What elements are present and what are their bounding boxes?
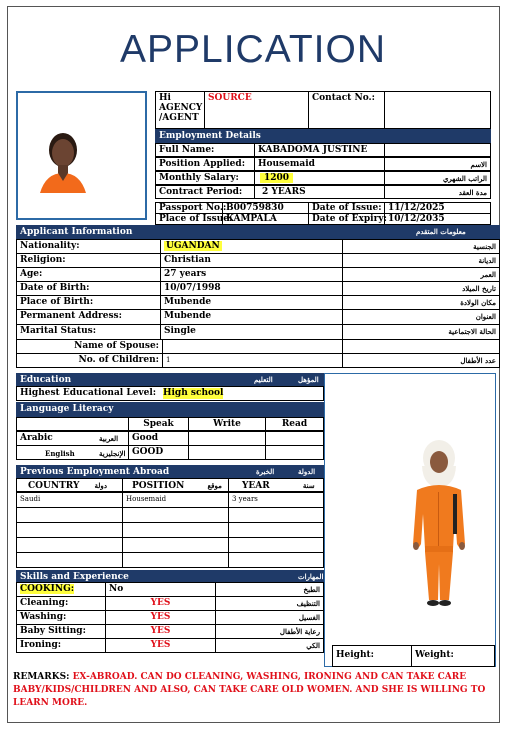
applicant-label-1: Religion:	[16, 253, 161, 268]
language-header: Language Literacy	[16, 402, 324, 417]
lang-row-english-read	[265, 445, 324, 460]
applicant-value-2: 27 years	[160, 267, 343, 282]
applicant-ar-7	[342, 339, 500, 354]
issue-date-value: 11/12/2025	[384, 202, 491, 214]
applicant-ar-4: مكان الولادة	[342, 295, 500, 310]
applicant-value-7	[162, 339, 343, 354]
emp-position-2	[122, 522, 229, 538]
lang-row-english-write	[188, 445, 266, 460]
applicant-value-3: 10/07/1998	[160, 281, 343, 296]
full-name-label: Full Name:	[155, 143, 255, 157]
emp-position-4	[122, 552, 229, 568]
skill-ar-3: رعاية الأطفال	[215, 624, 324, 639]
emp-position-3	[122, 537, 229, 553]
col-read: Read	[265, 417, 324, 431]
passport-value: B00759830	[222, 202, 309, 214]
applicant-ar-3: تاريخ الميلاد	[342, 281, 500, 296]
contact-label: Contact No.:	[308, 91, 385, 129]
emp-year-1	[228, 507, 324, 523]
skill-value-1: YES	[105, 596, 216, 611]
skill-label-4: Ironing:	[16, 638, 106, 653]
height-field: Height:	[332, 645, 412, 667]
full-body-photo	[325, 374, 495, 644]
agency-cell: Hi AGENCY /AGENT	[155, 91, 205, 129]
lang-row-arabic-speak: Good	[128, 431, 189, 446]
previous-employment-header: Previous Employment Abroad الخبرة الدولة	[16, 465, 324, 478]
portrait-frame	[16, 91, 147, 220]
emp-position-0: Housemaid	[122, 492, 229, 508]
applicant-value-8: 1	[162, 353, 343, 368]
position-value: Housemaid	[254, 157, 385, 171]
emp-country-2	[16, 522, 123, 538]
emp-country-3	[16, 537, 123, 553]
emp-year-3	[228, 537, 324, 553]
emp-year-0: 3 years	[228, 492, 324, 508]
col-country: COUNTRY دولة	[16, 478, 123, 492]
portrait-photo	[18, 93, 145, 218]
col-position: POSITION موقع	[122, 478, 229, 492]
skill-label-1: Cleaning:	[16, 596, 106, 611]
skill-value-2: YES	[105, 610, 216, 625]
page-title: APPLICATION	[119, 28, 386, 71]
applicant-value-1: Christian	[160, 253, 343, 268]
skill-label-2: Washing:	[16, 610, 106, 625]
applicant-value-0: UGANDAN	[160, 239, 343, 254]
education-level-value: High school	[163, 388, 224, 398]
contract-label: Contract Period:	[155, 185, 255, 199]
full-name-ar-cell	[384, 143, 491, 157]
applicant-label-4: Place of Birth:	[16, 295, 161, 310]
position-label: Position Applied:	[155, 157, 255, 171]
weight-field: Weight:	[411, 645, 495, 667]
emp-country-0: Saudi	[16, 492, 123, 508]
position-ar-cell: الاسم	[384, 157, 491, 171]
col-speak: Speak	[128, 417, 189, 431]
emp-country-1	[16, 507, 123, 523]
full-body-photo-frame	[324, 373, 496, 667]
lang-row-arabic-label: Arabic العربية	[16, 431, 129, 446]
full-name-value: KABADOMA JUSTINE	[254, 143, 385, 157]
skill-label-3: Baby Sitting:	[16, 624, 106, 639]
col-write: Write	[188, 417, 266, 431]
applicant-ar-1: الديانة	[342, 253, 500, 268]
applicant-ar-2: العمر	[342, 267, 500, 282]
applicant-info-header: Applicant Information معلومات المتقدم	[16, 225, 500, 239]
skill-label-0: COOKING:	[16, 582, 106, 597]
applicant-label-3: Date of Birth:	[16, 281, 161, 296]
applicant-label-2: Age:	[16, 267, 161, 282]
applicant-ar-5: العنوان	[342, 309, 500, 325]
education-row: Highest Educational Level: High school	[16, 386, 324, 401]
lang-row-arabic-read	[265, 431, 324, 446]
remarks-label: REMARKS:	[13, 672, 70, 682]
expiry-value: 10/12/2035	[384, 213, 491, 225]
source-cell: SOURCE	[204, 91, 309, 129]
emp-year-2	[228, 522, 324, 538]
employment-details-header: Employment Details	[155, 129, 491, 143]
lang-row-english-speak: GOOD	[128, 445, 189, 460]
salary-cell	[254, 171, 385, 185]
skill-ar-1: التنظيف	[215, 596, 324, 611]
lang-row-arabic-write	[188, 431, 266, 446]
contract-value: 2 YEARS	[254, 185, 385, 199]
language-blank-header	[16, 417, 129, 431]
skill-ar-2: الغسيل	[215, 610, 324, 625]
issue-date-label: Date of Issue:	[308, 202, 385, 214]
skill-ar-0: الطبخ	[215, 582, 324, 597]
skills-header: Skills and Experience المهارات	[16, 570, 324, 582]
applicant-label-0: Nationality:	[16, 239, 161, 254]
remarks-text: EX-ABROAD. CAN DO CLEANING, WASHING, IRONING AND CAN TAKE CARE BABY/KIDS/CHILDREN AND ALSO, CAN TAKE CARE OLD WOMEN. AND SHE IS WILLING TO LEARN MORE.	[13, 672, 486, 708]
salary-value: 1200	[260, 173, 293, 183]
applicant-ar-0: الجنسية	[342, 239, 500, 254]
applicant-value-6: Single	[160, 324, 343, 340]
col-year: YEAR سنة	[228, 478, 324, 492]
place-value: KAMPALA	[222, 213, 309, 225]
salary-ar-cell: الراتب الشهري	[384, 171, 491, 185]
skill-value-3: YES	[105, 624, 216, 639]
emp-year-4	[228, 552, 324, 568]
education-header: Education التعليم المؤهل	[16, 373, 324, 386]
remarks	[13, 671, 495, 710]
passport-label: Passport No.:	[155, 202, 223, 214]
applicant-value-5: Mubende	[160, 309, 343, 325]
skill-value-4: YES	[105, 638, 216, 653]
applicant-label-7: Name of Spouse:	[16, 339, 163, 354]
skill-ar-4: الكي	[215, 638, 324, 653]
contact-value[interactable]	[384, 91, 491, 129]
applicant-ar-6: الحالة الاجتماعية	[342, 324, 500, 340]
applicant-ar-8: عدد الأطفال	[342, 353, 500, 368]
applicant-label-8: No. of Children:	[16, 353, 163, 368]
contract-ar-cell: مدة العقد	[384, 185, 491, 199]
expiry-label: Date of Expiry:	[308, 213, 385, 225]
applicant-value-4: Mubende	[160, 295, 343, 310]
emp-country-4	[16, 552, 123, 568]
applicant-label-6: Marital Status:	[16, 324, 161, 340]
emp-position-1	[122, 507, 229, 523]
salary-label: Monthly Salary:	[155, 171, 255, 185]
lang-row-english-label: English الإنجليزية	[16, 445, 129, 460]
skill-value-0: No	[105, 582, 216, 597]
place-label: Place of Issue:	[155, 213, 223, 225]
applicant-label-5: Permanent Address:	[16, 309, 161, 325]
